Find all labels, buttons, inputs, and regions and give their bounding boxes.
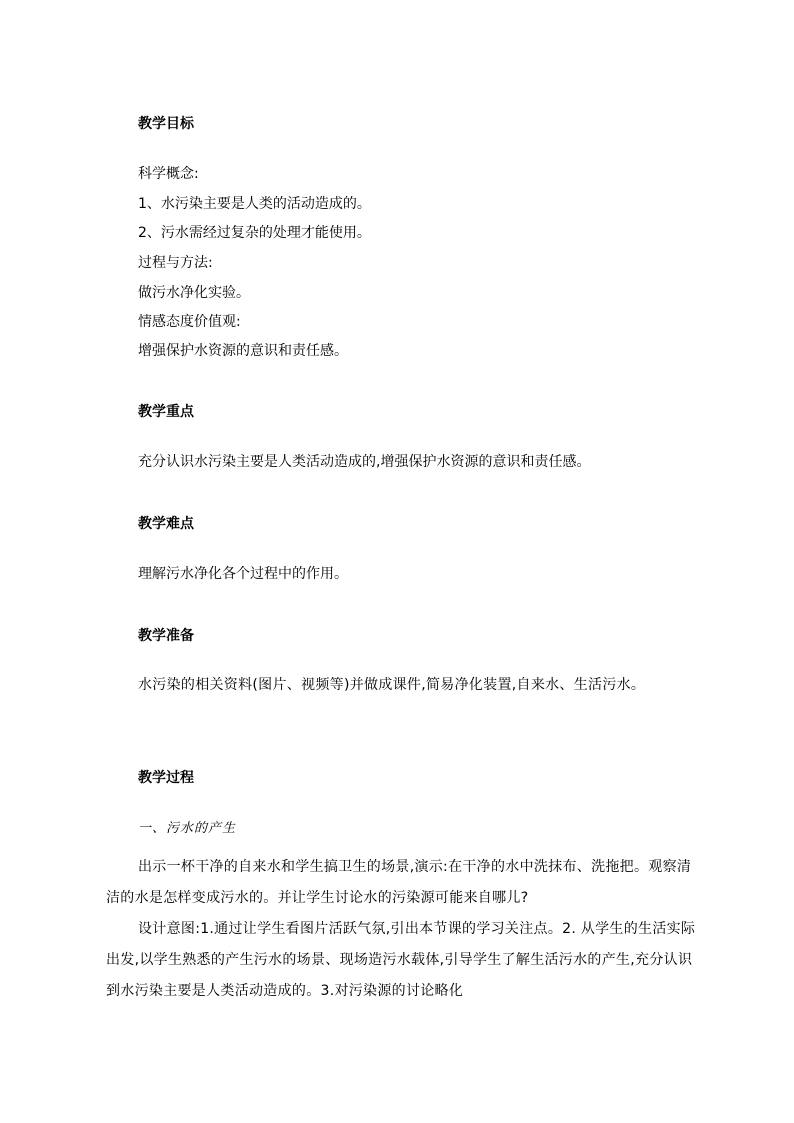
- process-paragraph-2: 设计意图:1.通过让学生看图片活跃气氛,引出本节课的学习关注点。2. 从学生的生活实际出发,以学生熟悉的产生污水的场景、现场造污水载体,引导学生了解生活污水的产生,充分认识到水污染主要是人类活动造成的。3.对污染源的讨论略化: [106, 921, 696, 999]
- attitude-label: 情感态度价值观:: [138, 314, 241, 330]
- process-paragraph-1: 出示一杯干净的自来水和学生搞卫生的场景,演示:在干净的水中洗抹布、洗拖把。观察清洁的水是怎样变成污水的。并让学生讨论水的污染源可能来自哪儿?: [106, 859, 692, 906]
- key-points-text: 充分认识水污染主要是人类活动造成的,增强保护水资源的意识和责任感。: [138, 454, 591, 470]
- difficulties-heading: 教学难点: [138, 516, 194, 532]
- preparation-text: 水污染的相关资料(图片、视频等)并做成课件,简易净化装置,自来水、生活污水。: [138, 677, 646, 693]
- goals-heading: 教学目标: [138, 116, 194, 132]
- key-points-heading: 教学重点: [138, 404, 194, 420]
- attitude-text: 增强保护水资源的意识和责任感。: [138, 343, 348, 359]
- method-label: 过程与方法:: [138, 255, 213, 271]
- concept-item-2: 2、污水需经过复杂的处理才能使用。: [138, 225, 371, 241]
- concept-item-1: 1、水污染主要是人类的活动造成的。: [138, 196, 371, 212]
- preparation-heading: 教学准备: [138, 628, 194, 644]
- method-text: 做污水净化实验。: [138, 285, 250, 301]
- section-1-title: 一、污水的产生: [138, 821, 237, 836]
- concept-label: 科学概念:: [138, 166, 199, 182]
- process-heading: 教学过程: [138, 770, 194, 786]
- difficulties-text: 理解污水净化各个过程中的作用。: [138, 566, 348, 582]
